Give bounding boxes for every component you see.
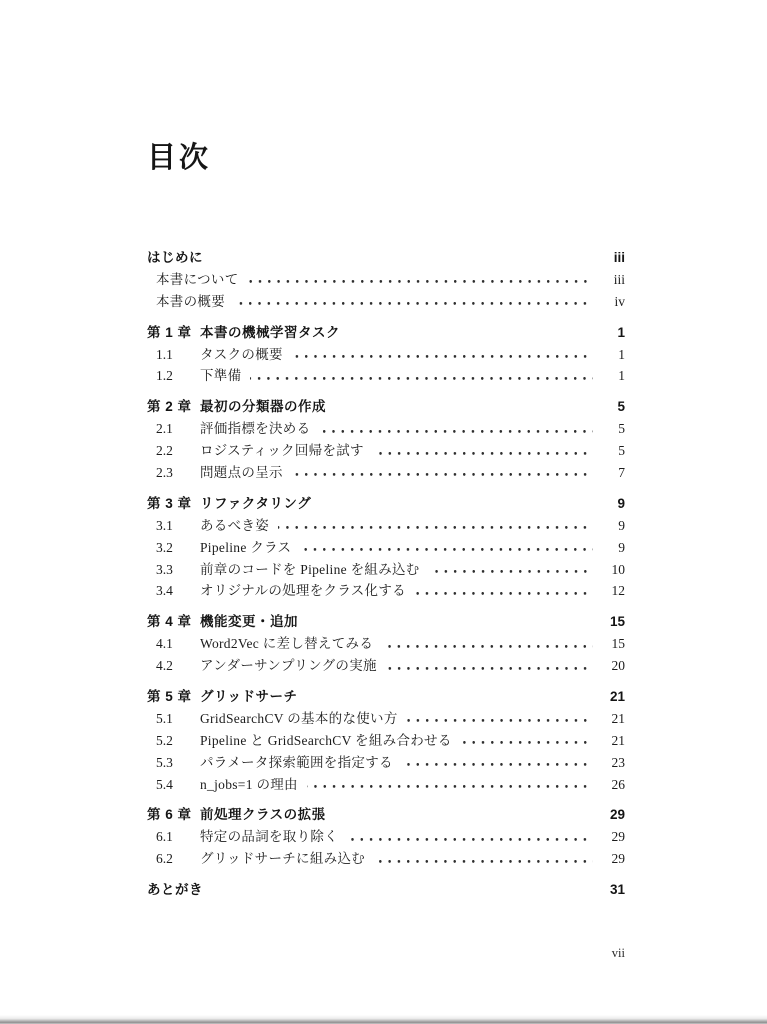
dot-leader-icon [300,540,593,552]
toc-page-number: 5 [617,399,625,415]
toc-section-row[interactable] [147,269,625,291]
dot-leader-icon [429,562,593,574]
toc-chapter-label: 第 2 章 [147,399,192,415]
toc-section-row[interactable] [147,752,625,774]
dot-leader-icon [386,658,593,670]
toc-section-title: Word2Vec に差し替えてみる [200,636,374,652]
dot-leader-icon [278,518,593,530]
dot-leader-icon [407,711,593,723]
footer-page-number: vii [611,946,625,960]
toc-page-number: 9 [618,517,625,533]
toc-section-row[interactable] [147,365,625,387]
toc-section-title: 特定の品詞を取り除く [200,829,338,845]
toc-page-number: 31 [609,882,625,898]
dot-leader-icon [461,733,593,745]
toc-section-row[interactable] [147,537,625,559]
toc-block-chapter [147,804,625,870]
toc-page-number: iii [613,250,625,265]
toc-page-number: 20 [611,658,625,674]
toc-section-number: 4.2 [156,658,173,674]
toc-page-number: 15 [609,614,625,630]
toc-block-front [147,247,625,313]
toc-chapter-row[interactable] [147,804,625,826]
dot-leader-icon [248,272,593,284]
toc-section-title: 本書の概要 [156,293,225,309]
toc-chapter-label: 第 1 章 [147,324,192,340]
toc-section-title: パラメータ探索範囲を指定する [200,754,393,770]
toc-section-row[interactable] [147,730,625,752]
toc-section-number: 3.1 [156,517,173,533]
toc-page-number: 29 [611,851,625,867]
toc-section-row[interactable] [147,440,625,462]
dot-leader-icon [319,421,593,433]
toc-page-number: 9 [618,539,625,555]
toc-page-number: 12 [611,583,625,599]
toc-block-chapter [147,686,625,795]
toc-section-row[interactable] [147,708,625,730]
toc-page-number: 9 [617,495,625,511]
toc-section-title: Pipeline と GridSearchCV を組み合わせる [200,732,452,748]
toc-page-number: 29 [609,807,625,823]
toc-page-number: 7 [618,465,625,481]
toc-chapter-label: 第 5 章 [147,689,192,705]
toc-chapter-title: 機能変更・追加 [200,614,298,630]
toc-section-title: Pipeline クラス [200,539,292,555]
toc-section-title: アンダーサンプリングの実施 [200,658,377,674]
dot-leader-icon [382,636,593,648]
dot-leader-icon [292,347,593,359]
toc-section-title: グリッドサーチに組み込む [200,851,366,867]
toc-section-row[interactable] [147,848,625,870]
toc-section-number: 2.2 [156,443,173,459]
toc-section-number: 5.4 [156,776,173,792]
toc-chapter-label: 第 4 章 [147,614,192,630]
toc-block-chapter [147,493,625,602]
toc-page-number: 21 [609,689,625,705]
toc-section-number: 3.4 [156,583,173,599]
toc-section-row[interactable] [147,559,625,581]
toc-section-title: GridSearchCV の基本的な使い方 [200,710,398,726]
toc-section-row[interactable] [147,418,625,440]
toc-front-row[interactable] [147,247,625,269]
toc-section-row[interactable] [147,826,625,848]
toc-section-number: 2.3 [156,465,173,481]
toc-page-number: iii [613,271,625,287]
toc-section-number: 3.2 [156,539,173,555]
toc-section-number: 6.1 [156,829,173,845]
toc-section-title: ロジスティック回帰を試す [200,443,364,459]
toc-section-row[interactable] [147,633,625,655]
page-title: 目次 [147,142,212,174]
toc-section-title: オリジナルの処理をクラス化する [200,583,406,599]
toc-page-number: 21 [611,710,625,726]
toc-page-number: 10 [611,561,625,577]
toc-chapter-row[interactable] [147,493,625,515]
toc-section-title: 問題点の呈示 [200,465,283,481]
toc-page-number: 29 [611,829,625,845]
toc-section-number: 4.1 [156,636,173,652]
dot-leader-icon [415,583,593,595]
toc-page-number: 23 [611,754,625,770]
toc-page-number: 15 [611,636,625,652]
toc-heading-label: あとがき [147,882,203,898]
toc-chapter-title: 前処理クラスの拡張 [200,807,326,823]
toc-section-number: 2.1 [156,421,173,437]
toc-chapter-label: 第 3 章 [147,495,192,511]
toc-heading-label: はじめに [147,250,203,265]
table-of-contents [147,247,625,901]
toc-section-title: 前章のコードを Pipeline を組み込む [200,561,420,577]
toc-block-chapter [147,322,625,388]
toc-page-number: 1 [618,346,625,362]
toc-page-number: 21 [611,732,625,748]
toc-section-row[interactable] [147,462,625,484]
toc-section-title: タスクの概要 [200,346,283,362]
dot-leader-icon [373,443,593,455]
dot-leader-icon [234,294,593,306]
toc-section-number: 3.3 [156,561,173,577]
toc-chapter-row[interactable] [147,686,625,708]
toc-section-title: 評価指標を決める [200,421,311,437]
toc-section-number: 1.2 [156,368,173,384]
toc-chapter-row[interactable] [147,396,625,418]
toc-section-row[interactable] [147,291,625,313]
toc-section-row[interactable] [147,580,625,602]
dot-leader-icon [250,368,593,380]
toc-chapter-title: 本書の機械学習タスク [200,324,340,340]
toc-chapter-row[interactable] [147,611,625,633]
toc-section-number: 1.1 [156,346,173,362]
toc-section-row[interactable] [147,655,625,677]
toc-section-number: 5.1 [156,710,173,726]
toc-section-title: 下準備 [200,368,242,384]
toc-chapter-title: 最初の分類器の作成 [200,399,326,415]
toc-section-row[interactable] [147,515,625,537]
toc-section-row[interactable] [147,774,625,796]
toc-block-chapter [147,611,625,677]
toc-page-number: 1 [617,324,625,340]
toc-chapter-row[interactable] [147,322,625,344]
toc-section-number: 6.2 [156,851,173,867]
toc-page-number: 26 [611,776,625,792]
toc-block-back [147,879,625,901]
toc-page-number: 5 [618,443,625,459]
page-bottom-edge [0,1015,767,1024]
page-content [147,142,625,901]
dot-leader-icon [374,851,593,863]
toc-section-number: 5.3 [156,754,173,770]
toc-section-title: 本書について [156,271,239,287]
toc-section-number: 5.2 [156,732,173,748]
toc-page-number: iv [614,293,625,309]
toc-page-number: 1 [618,368,625,384]
toc-chapter-label: 第 6 章 [147,807,192,823]
dot-leader-icon [307,777,593,789]
toc-chapter-title: リファクタリング [200,495,312,511]
toc-section-title: n_jobs=1 の理由 [200,776,298,792]
toc-block-chapter [147,396,625,484]
dot-leader-icon [347,829,593,841]
toc-page-number: 5 [618,421,625,437]
toc-section-title: あるべき姿 [200,517,269,533]
dot-leader-icon [402,755,593,767]
toc-chapter-title: グリッドサーチ [200,689,298,705]
toc-back-row[interactable] [147,879,625,901]
dot-leader-icon [292,465,593,477]
toc-section-row[interactable] [147,344,625,366]
